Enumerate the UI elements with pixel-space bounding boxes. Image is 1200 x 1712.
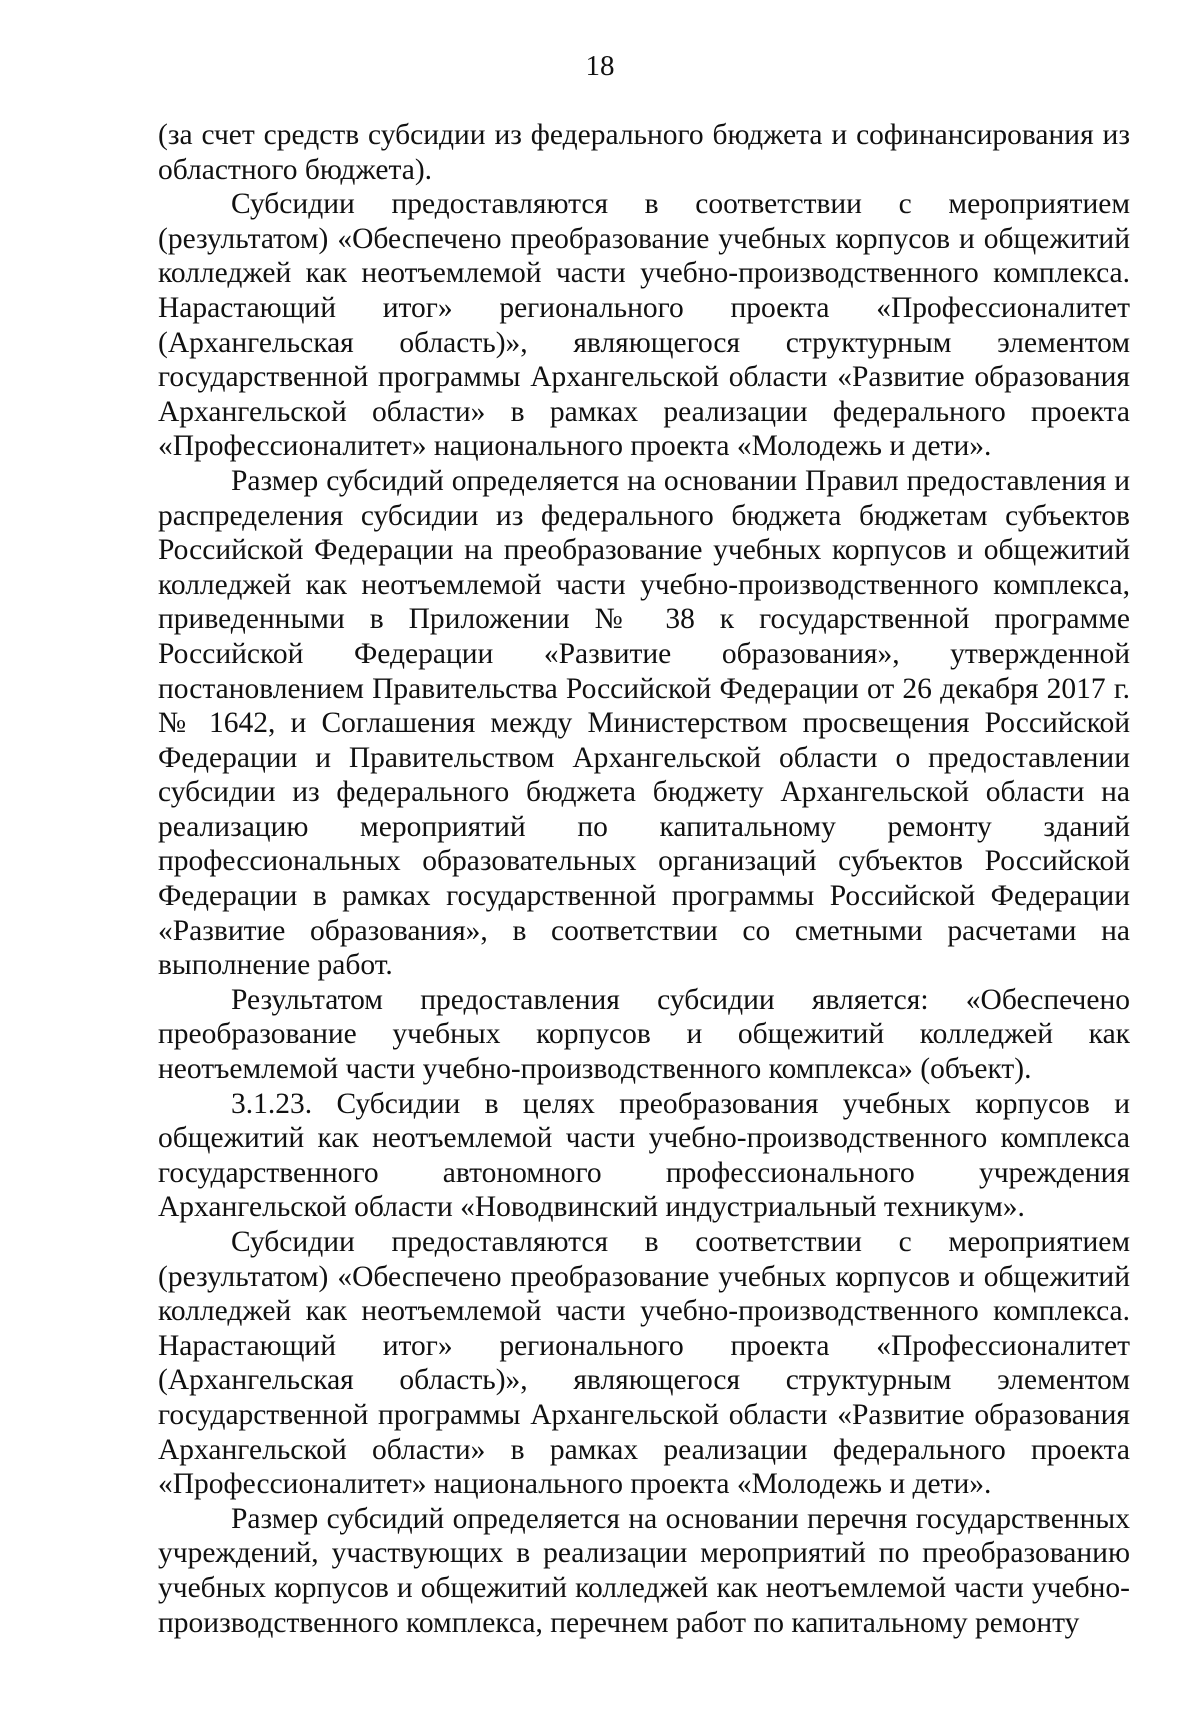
- paragraph: Субсидии предоставляются в соответствии с мероприятием (результатом) «Обеспечено преобразование учебных корпусов и общежитий колледжей как неотъемлемой части учебно-производственного комплекса. Нарастающий итог» регионального проекта «Профессионалитет (Архангельская область)», являющегося структурным элементом государственной программы Архангельской области «Развитие образования Архангельской области» в рамках реализации федерального проекта «Профессионалитет» национального проекта «Молодежь и дети».: [158, 1226, 1130, 1501]
- paragraph: (за счет средств субсидии из федерального бюджета и софинансирования из областного бюджета).: [158, 119, 1130, 186]
- page-number: 18: [585, 50, 615, 82]
- paragraph: Размер субсидий определяется на основании Правил предоставления и распределения субсидии из федерального бюджета бюджетам субъектов Российской Федерации на преобразование учебных корпусов и общежитий колледжей как неотъемлемой части учебно-производственного комплекса, приведенными в Приложении № 38 к государственной программе Российской Федерации «Развитие образования», утвержденной постановлением Правительства Российской Федерации от 26 декабря 2017 г. № 1642, и Соглашения между Министерством просвещения Российской Федерации и Правительством Архангельской области о предоставлении субсидии из федерального бюджета бюджету Архангельской области на реализацию мероприятий по капитальному ремонту зданий профессиональных образовательных организаций субъектов Российской Федерации в рамках государственной программы Российской Федерации «Развитие образования», в соответствии со сметными расчетами на выполнение работ.: [158, 464, 1130, 982]
- document-body: [158, 118, 1130, 1640]
- paragraph: Субсидии предоставляются в соответствии с мероприятием (результатом) «Обеспечено преобразование учебных корпусов и общежитий колледжей как неотъемлемой части учебно-производственного комплекса. Нарастающий итог» регионального проекта «Профессионалитет (Архангельская область)», являющегося структурным элементом государственной программы Архангельской области «Развитие образования Архангельской области» в рамках реализации федерального проекта «Профессионалитет» национального проекта «Молодежь и дети».: [158, 188, 1130, 463]
- paragraph: Результатом предоставления субсидии является: «Обеспечено преобразование учебных корпусов и общежитий колледжей как неотъемлемой части учебно-производственного комплекса» (объект).: [158, 983, 1130, 1086]
- paragraph: 3.1.23. Субсидии в целях преобразования учебных корпусов и общежитий как неотъемлемой части учебно-производственного комплекса государственного автономного профессионального учреждения Архангельской области «Новодвинский индустриальный техникум».: [158, 1087, 1130, 1224]
- paragraph: Размер субсидий определяется на основании перечня государственных учреждений, участвующих в реализации мероприятий по преобразованию учебных корпусов и общежитий колледжей как неотъемлемой части учебно-производственного комплекса, перечнем работ по капитальному ремонту: [158, 1502, 1130, 1639]
